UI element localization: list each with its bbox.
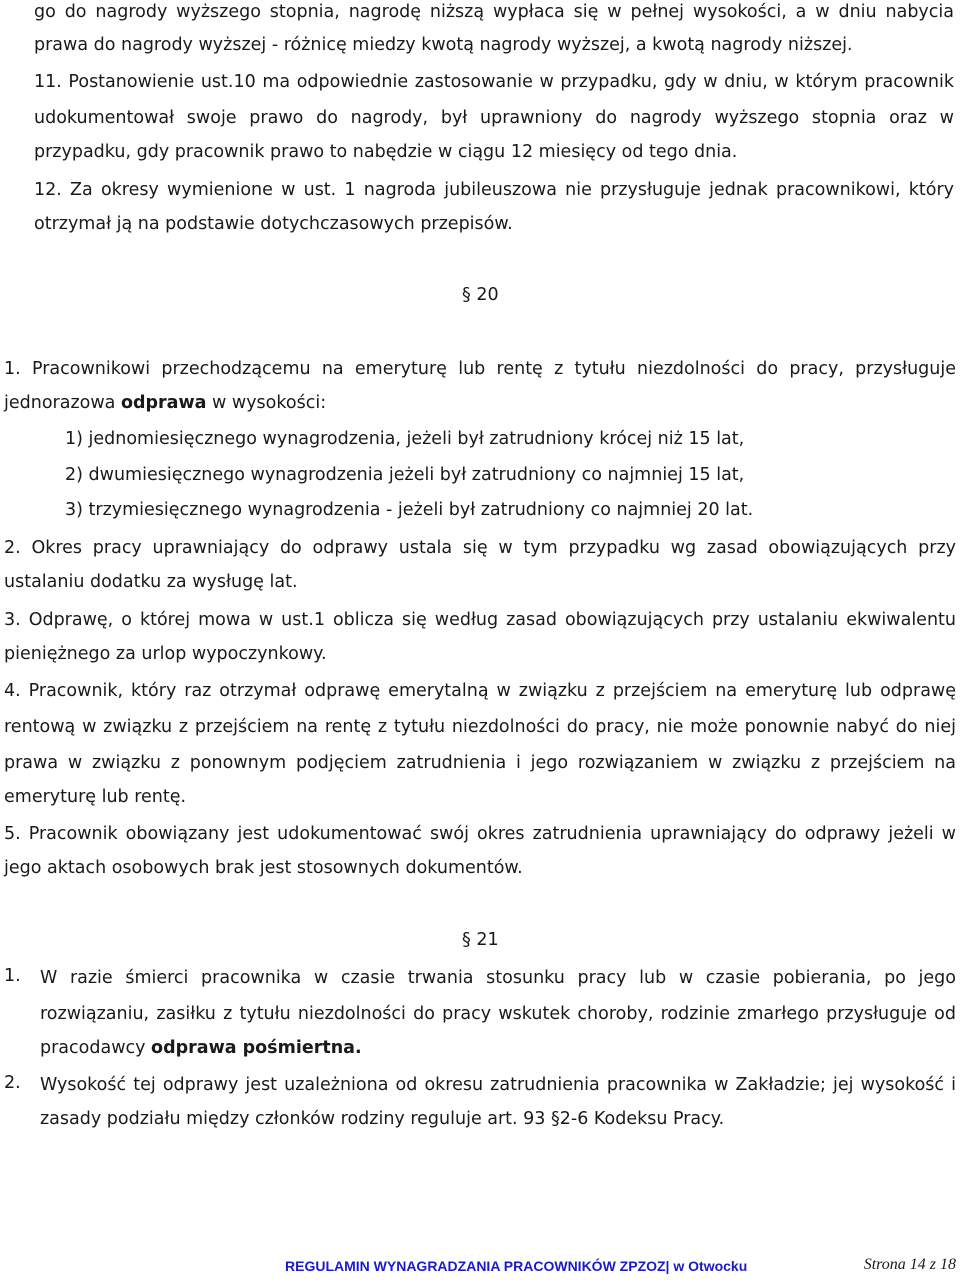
s21-paragraph-1 bbox=[40, 966, 956, 990]
footer-page-number: Strona 14 z 18 bbox=[863, 1256, 956, 1273]
list-item: 3) trzymiesięcznego wynagrodzenia - jeżeli był zatrudniony co najmniej 20 lat. bbox=[65, 500, 754, 520]
s21-paragraph-2 bbox=[40, 1073, 956, 1097]
text-line: 12. Za okresy wymienione w ust. 1 nagroda jubileuszowa nie przysługuje jednak pracownikowi, który bbox=[34, 180, 954, 200]
footer-title: REGULAMIN WYNAGRADZANIA PRACOWNIKÓW ZPZOZ| w Otwocku bbox=[285, 1258, 748, 1274]
text-line: otrzymał ją na podstawie dotychczasowych przepisów. bbox=[34, 214, 513, 234]
text-line bbox=[40, 1038, 362, 1058]
section-heading-20: § 20 bbox=[462, 285, 499, 305]
text-span: w wysokości: bbox=[206, 393, 327, 413]
list-item: 2) dwumiesięcznego wynagrodzenia jeżeli był zatrudniony co najmniej 15 lat, bbox=[65, 465, 745, 485]
text-line bbox=[4, 393, 326, 413]
text-line: 11. Postanowienie ust.10 ma odpowiednie zastosowanie w przypadku, gdy w dniu, w którym pracownik bbox=[34, 72, 954, 92]
text-line: rozwiązaniu, zasiłku z tytułu niezdolności do pracy wskutek choroby, rodzinie zmarłego przysługuje od bbox=[40, 1004, 956, 1024]
s20-paragraph-1 bbox=[4, 357, 956, 381]
text-line: 2. Okres pracy uprawniający do odprawy ustala się w tym przypadku wg zasad obowiązujących przy bbox=[4, 538, 956, 558]
text-line: zasady podziału między członków rodziny reguluje art. 93 §2-6 Kodeksu Pracy. bbox=[40, 1109, 725, 1129]
text-line: udokumentował swoje prawo do nagrody, był uprawniony do nagrody wyższego stopnia oraz w bbox=[34, 108, 954, 128]
text-line: W razie śmierci pracownika w czasie trwania stosunku pracy lub w czasie pobierania, po jego bbox=[40, 968, 956, 988]
list-item: 1) jednomiesięcznego wynagrodzenia, jeżeli był zatrudniony krócej niż 15 lat, bbox=[65, 429, 745, 449]
text-span: pracodawcy bbox=[40, 1038, 152, 1058]
paragraph-12 bbox=[34, 178, 954, 202]
s20-paragraph-2 bbox=[4, 536, 956, 560]
text-line: prawa do nagrody wyższej - różnicę miedzy kwotą nagrody wyższej, a kwotą nagrody niższej. bbox=[34, 35, 853, 55]
text-line: 3. Odprawę, o której mowa w ust.1 oblicza się według zasad obowiązujących przy ustalaniu ekwiwalentu bbox=[4, 610, 956, 630]
bold-term: odprawa pośmiertna. bbox=[151, 1038, 362, 1058]
text-line: jego aktach osobowych brak jest stosownych dokumentów. bbox=[4, 858, 523, 878]
text-line: rentową w związku z przejściem na rentę z tytułu niezdolności do pracy, nie może ponownie nabyć do niej bbox=[4, 717, 956, 737]
text-line: 4. Pracownik, który raz otrzymał odprawę emerytalną w związku z przejściem na emeryturę lub odprawę bbox=[4, 681, 956, 701]
list-number: 1. bbox=[4, 966, 21, 986]
text-line: prawa w związku z ponownym podjęciem zatrudnienia i jego rozwiązaniem w związku z przejściem na bbox=[4, 753, 956, 773]
text-span: jednorazowa bbox=[4, 393, 121, 413]
text-line: 5. Pracownik obowiązany jest udokumentować swój okres zatrudnienia uprawniający do odprawy jeżeli w bbox=[4, 824, 956, 844]
text-line: 1. Pracownikowi przechodzącemu na emeryturę lub rentę z tytułu niezdolności do pracy, przysługuje bbox=[4, 359, 956, 379]
list-number: 2. bbox=[4, 1073, 21, 1093]
section-heading-21: § 21 bbox=[462, 930, 499, 950]
paragraph-11 bbox=[34, 70, 954, 94]
bold-term: odprawa bbox=[120, 393, 207, 413]
s20-paragraph-4 bbox=[4, 679, 956, 703]
text-line: emeryturę lub rentę. bbox=[4, 787, 187, 807]
s20-paragraph-5 bbox=[4, 822, 956, 846]
text-line: ustalaniu dodatku za wysługę lat. bbox=[4, 572, 298, 592]
s20-paragraph-3 bbox=[4, 608, 956, 632]
paragraph-continuation bbox=[34, 0, 954, 24]
text-line: pieniężnego za urlop wypoczynkowy. bbox=[4, 644, 327, 664]
text-line: przypadku, gdy pracownik prawo to nabędzie w ciągu 12 miesięcy od tego dnia. bbox=[34, 142, 738, 162]
text-line: Wysokość tej odprawy jest uzależniona od okresu zatrudnienia pracownika w Zakładzie; jej wysokość i bbox=[40, 1075, 956, 1095]
text-line: go do nagrody wyższego stopnia, nagrodę niższą wypłaca się w pełnej wysokości, a w dniu nabycia bbox=[34, 2, 954, 22]
